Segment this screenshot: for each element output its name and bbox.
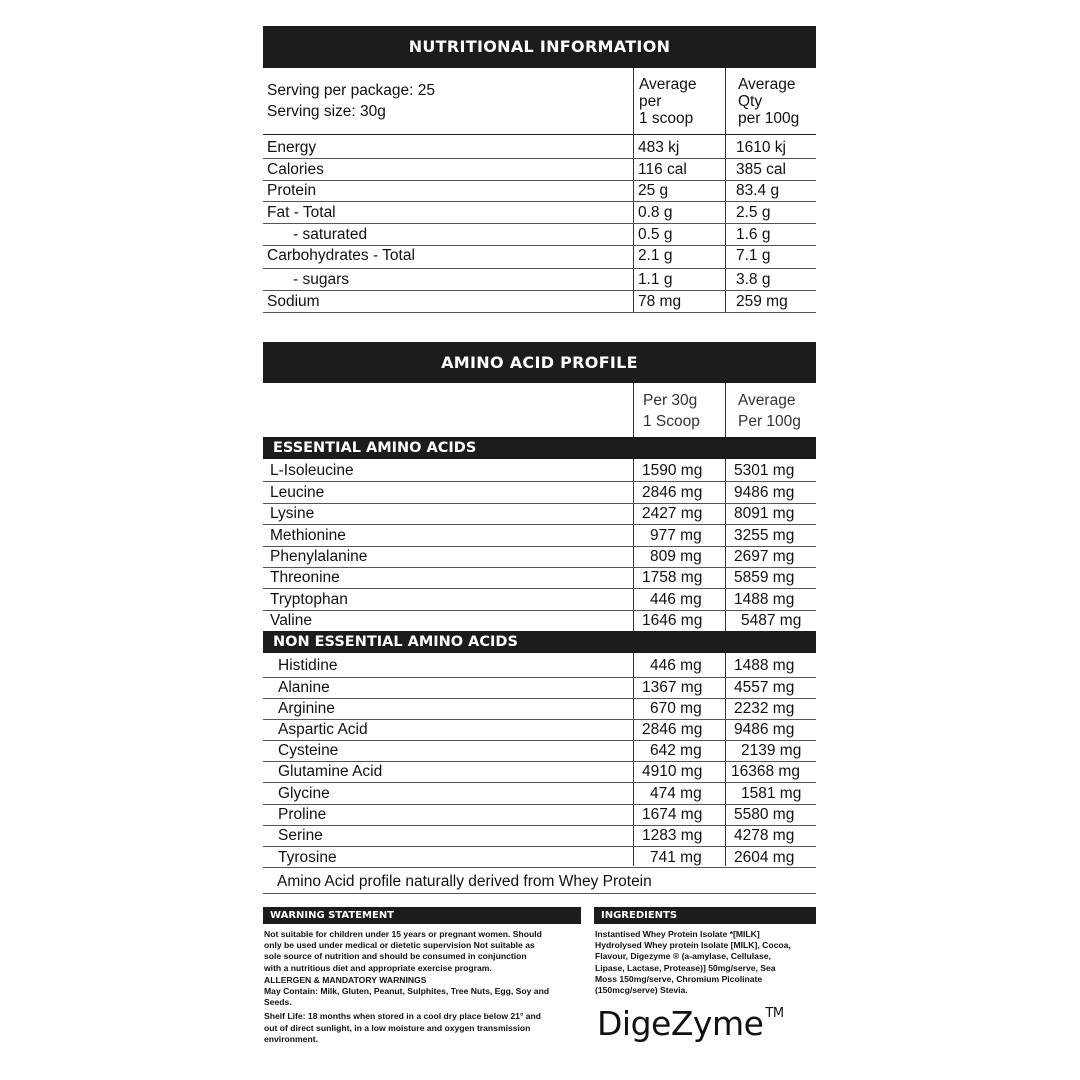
amino-per-scoop: 1758 mg — [642, 569, 703, 586]
nutrient-label: Protein — [267, 182, 317, 199]
nutrient-per-scoop: 0.5 g — [638, 226, 673, 243]
amino-name: Serine — [278, 827, 323, 844]
warning-body: Not suitable for children under 15 years or pregnant women. Should only be used under medical or dietetic supervision Not suitable as sole source of nutrition and should be consumed in conjunction with a nutritious diet and appropriate exercise program. ALLERGEN & MANDATORY WARNINGS May Contain: Milk, Gluten, Peanut, Sulphites, Tree Nuts, Egg, Soy and Seeds. Shelf Life: 18 months when stored in a cool dry place below 21° and out of direct sunlight, in a low moisture and oxygen transmission environment. — [264, 929, 584, 1045]
amino-name: Leucine — [270, 484, 325, 501]
nutrient-per-scoop: 2.1 g — [638, 247, 673, 264]
row-divider — [263, 158, 816, 159]
amino-per-100g: 2604 mg — [734, 849, 795, 866]
nutrient-per-100g: 1610 kj — [736, 139, 786, 156]
nutrient-per-scoop: 483 kj — [638, 139, 680, 156]
row-divider — [263, 782, 816, 783]
row-divider — [263, 698, 816, 699]
row-divider — [263, 481, 816, 482]
nutrient-per-100g: 3.8 g — [736, 271, 771, 288]
nutrient-per-100g: 385 cal — [736, 161, 786, 178]
nutrient-per-scoop: 25 g — [638, 182, 669, 199]
row-divider — [263, 268, 816, 269]
amino-name: Histidine — [278, 657, 338, 674]
amino-per-100g: 8091 mg — [734, 505, 795, 522]
row-divider — [263, 677, 816, 678]
amino-col-header-per-scoop: Per 30g 1 Scoop — [643, 392, 700, 430]
amino-per-scoop: 446 mg — [650, 591, 702, 608]
col-header-per-100g: Average Qty per 100g — [738, 76, 800, 127]
amino-per-scoop: 1646 mg — [642, 612, 703, 629]
row-divider — [263, 245, 816, 246]
nutrient-per-100g: 7.1 g — [736, 247, 771, 264]
nutrition-col-divider-2 — [725, 68, 726, 312]
row-divider — [263, 567, 816, 568]
nutrient-per-100g: 83.4 g — [736, 182, 780, 199]
amino-per-100g: 5580 mg — [734, 806, 795, 823]
digezyme-logo: DigeZyme ™ — [597, 1004, 784, 1043]
row-divider — [263, 503, 816, 504]
amino-name: Proline — [278, 806, 327, 823]
amino-per-100g: 9486 mg — [734, 721, 795, 738]
row-divider — [263, 893, 816, 894]
amino-col-header-per-100g: Average Per 100g — [738, 392, 801, 430]
amino-per-scoop: 446 mg — [650, 657, 702, 674]
row-divider — [263, 867, 816, 868]
amino-name: Methionine — [270, 527, 346, 544]
nutrient-per-100g: 1.6 g — [736, 226, 771, 243]
amino-per-scoop: 670 mg — [650, 700, 702, 717]
row-divider — [263, 290, 816, 291]
warning-title: WARNING STATEMENT — [263, 907, 581, 924]
row-divider — [263, 761, 816, 762]
amino-per-scoop: 741 mg — [650, 849, 702, 866]
ingredients-title: INGREDIENTS — [594, 907, 816, 924]
amino-per-scoop: 1674 mg — [642, 806, 703, 823]
row-divider — [263, 546, 816, 547]
nutrition-col-divider-1 — [633, 68, 634, 312]
amino-per-100g: 1581 mg — [741, 785, 802, 802]
amino-per-100g: 9486 mg — [734, 484, 795, 501]
amino-per-scoop: 977 mg — [650, 527, 702, 544]
nutrient-label: Calories — [267, 161, 324, 178]
amino-per-100g: 2139 mg — [741, 742, 802, 759]
amino-per-100g: 1488 mg — [734, 657, 795, 674]
amino-per-scoop: 809 mg — [650, 548, 702, 565]
amino-title: AMINO ACID PROFILE — [263, 342, 816, 383]
amino-name: Tyrosine — [278, 849, 337, 866]
nutrient-per-scoop: 1.1 g — [638, 271, 673, 288]
amino-per-100g: 2232 mg — [734, 700, 795, 717]
amino-per-scoop: 474 mg — [650, 785, 702, 802]
row-divider — [263, 825, 816, 826]
row-divider — [263, 524, 816, 525]
amino-name: Alanine — [278, 679, 330, 696]
nutrient-label: Fat - Total — [267, 204, 336, 221]
nutrient-per-scoop: 78 mg — [638, 293, 682, 310]
amino-per-100g: 3255 mg — [734, 527, 795, 544]
nutrient-label: - sugars — [293, 271, 349, 288]
row-divider — [263, 804, 816, 805]
amino-per-scoop: 1283 mg — [642, 827, 703, 844]
shelf-life: Shelf Life: 18 months when stored in a cool dry place below 21° and — [264, 1011, 542, 1022]
essential-amino-header: ESSENTIAL AMINO ACIDS — [263, 437, 816, 459]
row-divider — [263, 740, 816, 741]
amino-per-scoop: 1367 mg — [642, 679, 703, 696]
amino-per-scoop: 2846 mg — [642, 484, 703, 501]
amino-per-100g: 16368 mg — [731, 763, 800, 780]
row-divider — [263, 312, 816, 313]
amino-per-100g: 5859 mg — [734, 569, 795, 586]
serving-size: Serving size: 30g — [267, 103, 386, 120]
amino-name: Glutamine Acid — [278, 763, 383, 780]
amino-name: Tryptophan — [270, 591, 348, 608]
nutrient-label: Energy — [267, 139, 317, 156]
nutrient-per-100g: 259 mg — [736, 293, 788, 310]
amino-per-scoop: 2427 mg — [642, 505, 703, 522]
nutrient-label: Carbohydrates - Total — [267, 247, 415, 264]
nutrient-per-100g: 2.5 g — [736, 204, 771, 221]
amino-name: Cysteine — [278, 742, 339, 759]
row-divider — [263, 223, 816, 224]
ingredients-body: Instantised Whey Protein Isolate *[MILK] Hydrolysed Whey protein Isolate [MILK], Cocoa, Flavour, Digezyme ® (a-amylase, Cellulase, Lipase, Lactase, Protease)] 50mg/serve, Sea Moss 150mg/serve, Chromium Picolinate (150mcg/serve) Stevia. — [595, 929, 791, 996]
amino-per-scoop: 642 mg — [650, 742, 702, 759]
col-header-per-scoop: Average per 1 scoop — [639, 76, 697, 127]
non-essential-amino-header: NON ESSENTIAL AMINO ACIDS — [263, 631, 816, 653]
row-divider — [263, 201, 816, 202]
row-divider — [263, 610, 816, 611]
amino-per-100g: 5487 mg — [741, 612, 802, 629]
nutrient-per-scoop: 0.8 g — [638, 204, 673, 221]
row-divider — [263, 719, 816, 720]
amino-name: Aspartic Acid — [278, 721, 368, 738]
amino-name: Lysine — [270, 505, 315, 522]
nutrient-per-scoop: 116 cal — [638, 161, 687, 178]
amino-per-100g: 2697 mg — [734, 548, 795, 565]
amino-name: Valine — [270, 612, 312, 629]
header-divider — [263, 134, 816, 135]
amino-per-scoop: 1590 mg — [642, 462, 703, 479]
row-divider — [263, 588, 816, 589]
amino-footnote: Amino Acid profile naturally derived from Whey Protein — [277, 873, 652, 890]
row-divider — [263, 846, 816, 847]
amino-name: Threonine — [270, 569, 340, 586]
amino-per-100g: 1488 mg — [734, 591, 795, 608]
amino-name: Arginine — [278, 700, 335, 717]
amino-per-100g: 5301 mg — [734, 462, 795, 479]
amino-name: Glycine — [278, 785, 330, 802]
amino-name: L-Isoleucine — [270, 462, 354, 479]
row-divider — [263, 180, 816, 181]
nutrient-label: - saturated — [293, 226, 368, 243]
serving-per-package: Serving per package: 25 — [267, 82, 436, 99]
allergen-title: ALLERGEN & MANDATORY WARNINGS — [264, 974, 427, 985]
amino-per-100g: 4557 mg — [734, 679, 795, 696]
amino-per-100g: 4278 mg — [734, 827, 795, 844]
amino-name: Phenylalanine — [270, 548, 368, 565]
nutrition-title: NUTRITIONAL INFORMATION — [263, 26, 816, 68]
amino-per-scoop: 4910 mg — [642, 763, 703, 780]
amino-per-scoop: 2846 mg — [642, 721, 703, 738]
nutrient-label: Sodium — [267, 293, 320, 310]
